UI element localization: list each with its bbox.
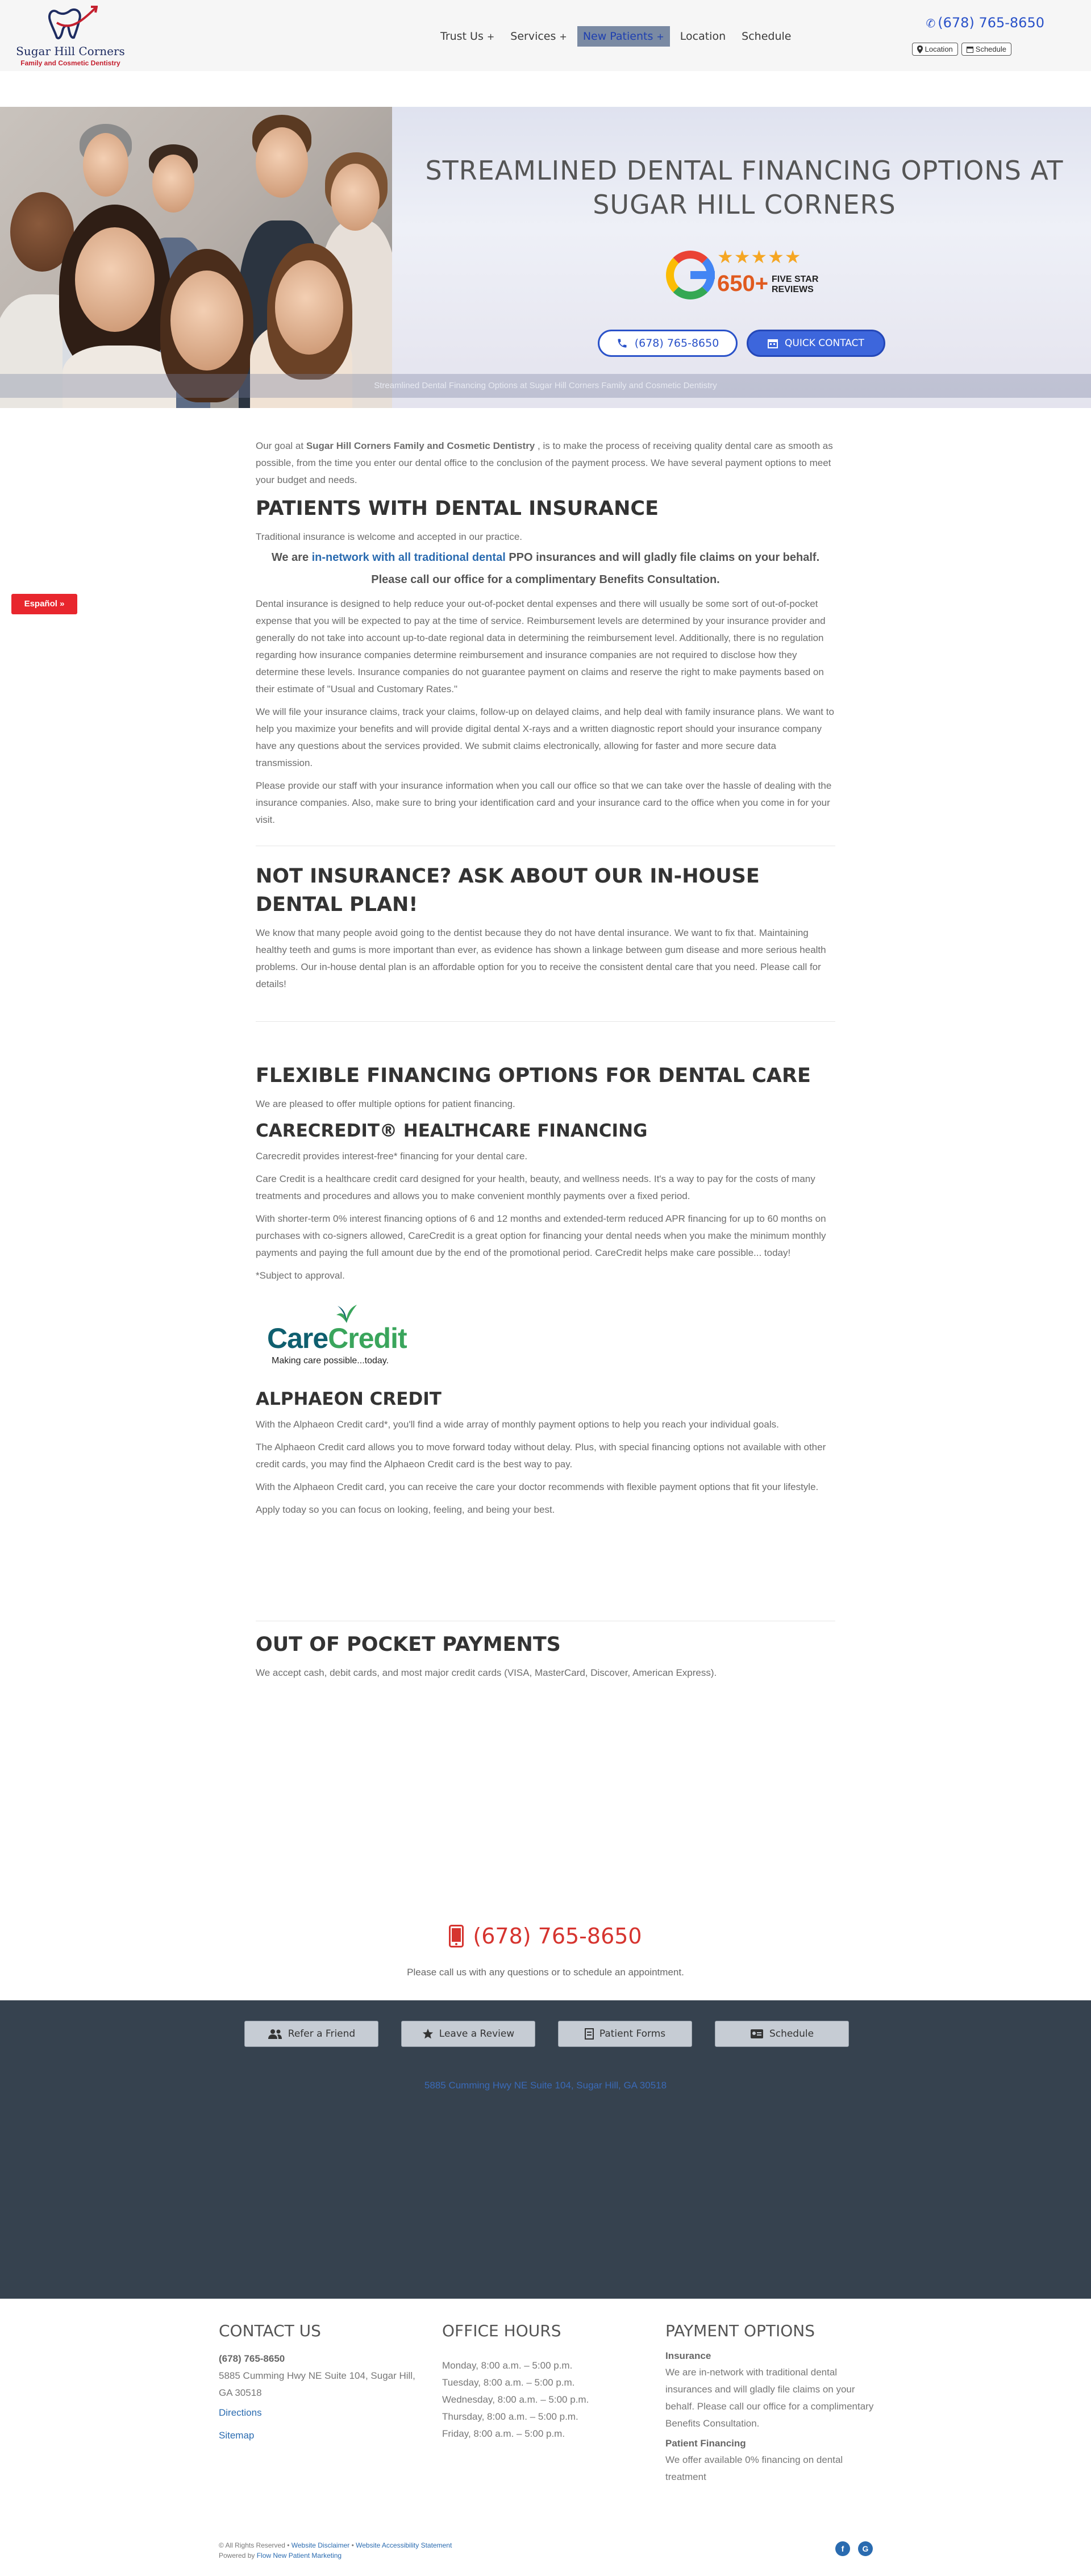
out-of-pocket-paragraph: We accept cash, debit cards, and most major credit cards (VISA, MasterCard, Discover, American Express). bbox=[256, 1667, 717, 1678]
calendar-icon bbox=[768, 338, 778, 348]
directions-link[interactable]: Directions bbox=[219, 2407, 262, 2418]
copyright-bar: © All Rights Reserved • Website Disclaimer • Website Accessibility Statement Powered by Flow New Patient Marketing bbox=[219, 2541, 452, 2560]
financing-summary: We offer available 0% financing on dental treatment bbox=[665, 2454, 843, 2482]
nav-label: Schedule bbox=[742, 30, 792, 43]
plus-icon: + bbox=[486, 31, 495, 42]
intro-paragraph: Our goal at Sugar Hill Corners Family and Cosmetic Dentistry , is to make the process of receiving quality dental care as smooth as possible, from the time you enter our dental office to the conclusion of the payment process. We have several payment options to meet your budget and needs. bbox=[256, 440, 833, 485]
cta-phone-link[interactable] bbox=[0, 1924, 1091, 1949]
quick-contact-label: QUICK CONTACT bbox=[785, 338, 864, 349]
in-network-statement: We are in-network with all traditional dental PPO insurances and will gladly file claims on your behalf. bbox=[271, 551, 820, 564]
hero-breadcrumb-strip: Streamlined Dental Financing Options at Sugar Hill Corners Family and Cosmetic Dentistry bbox=[0, 374, 1091, 398]
google-icon[interactable]: G bbox=[858, 2541, 873, 2556]
sitemap-link[interactable]: Sitemap bbox=[219, 2430, 255, 2441]
refer-a-friend-button[interactable] bbox=[244, 2021, 378, 2047]
carecredit-heading: CARECREDIT® HEALTHCARE FINANCING bbox=[256, 1121, 648, 1141]
quick-contact-button[interactable] bbox=[747, 330, 885, 357]
location-button-label: Location bbox=[925, 45, 953, 53]
five-star-rating: ★★★★★ bbox=[717, 247, 802, 267]
form-icon bbox=[585, 2028, 594, 2040]
nav-label: New Patients bbox=[582, 30, 653, 43]
carecredit-wordmark: CareCredit bbox=[267, 1322, 407, 1354]
espanol-language-button[interactable]: Español » bbox=[11, 594, 77, 614]
footer-action-band bbox=[0, 2000, 1091, 2299]
powered-by-link[interactable]: Flow New Patient Marketing bbox=[256, 2552, 342, 2560]
hero-title bbox=[398, 153, 1091, 222]
alphaeon-paragraph: With the Alphaeon Credit card*, you'll find a wide array of monthly payment options to help you reach your individual goals. bbox=[256, 1419, 779, 1430]
footer-address: 5885 Cumming Hwy NE Suite 104, Sugar Hill, GA 30518 bbox=[219, 2370, 415, 2398]
hero-phone-button[interactable] bbox=[598, 330, 738, 357]
cta-phone-number: (678) 765-8650 bbox=[473, 1924, 642, 1949]
footer-payment-heading: PAYMENT OPTIONS bbox=[665, 2321, 815, 2340]
footer-payment-column bbox=[665, 2321, 889, 2486]
carecredit-paragraph: Carecredit provides interest-free* financing for your dental care. bbox=[256, 1151, 528, 1162]
disclaimer-link[interactable]: Website Disclaimer bbox=[291, 2541, 350, 2549]
main-content bbox=[256, 438, 835, 1687]
inhouse-plan-paragraph: We know that many people avoid going to the dentist because they do not have dental insurance. We want to fix that. Maintaining healthy teeth and gums is more important than ever, as evidence has shown a linkage between gum disease and more serious health problems. Our in-house dental plan is an affordable option for you to receive the consistent dental care that you need. Please call for details! bbox=[256, 927, 826, 989]
hero-group-photo bbox=[0, 107, 392, 408]
hero-banner bbox=[0, 107, 1091, 408]
hours-row: Wednesday, 8:00 a.m. – 5:00 p.m. bbox=[442, 2394, 589, 2405]
section-divider bbox=[256, 1021, 835, 1022]
phone-icon bbox=[617, 338, 628, 349]
insurance-summary: We are in-network with traditional dental insurances and will gladly file claims on your behalf. Please call our office for a complimentary Benefits Consultation. bbox=[665, 2367, 874, 2429]
schedule-label: Schedule bbox=[769, 2028, 814, 2040]
footer-action-buttons bbox=[244, 2021, 849, 2047]
plus-icon: + bbox=[656, 31, 664, 42]
hero-title-line-2: SUGAR HILL CORNERS bbox=[593, 189, 896, 220]
alphaeon-paragraph: With the Alphaeon Credit card, you can receive the care your doctor recommends with flexible payment options that fit your lifestyle. bbox=[256, 1481, 819, 1492]
forms-label: Patient Forms bbox=[599, 2028, 666, 2040]
insurance-paragraph: Traditional insurance is welcome and accepted in our practice. bbox=[256, 531, 523, 542]
patient-forms-button[interactable] bbox=[558, 2021, 692, 2047]
star-icon bbox=[422, 2028, 434, 2040]
leave-a-review-button[interactable] bbox=[401, 2021, 535, 2047]
insurance-heading: PATIENTS WITH DENTAL INSURANCE bbox=[256, 497, 659, 520]
alphaeon-paragraph: The Alphaeon Credit card allows you to move forward today without delay. Plus, with special financing options not available with other credit cards, you may find the Alphaeon Credit card is the best way to pay. bbox=[256, 1442, 826, 1470]
hero-phone-label: (678) 765-8650 bbox=[634, 337, 719, 349]
site-logo[interactable] bbox=[11, 5, 131, 67]
nav-location[interactable] bbox=[674, 26, 731, 47]
call-to-action bbox=[0, 1924, 1091, 1978]
carecredit-disclaimer: *Subject to approval. bbox=[256, 1270, 345, 1281]
logo-tagline: Family and Cosmetic Dentistry bbox=[20, 59, 120, 67]
nav-label: Trust Us bbox=[440, 30, 484, 43]
footer-contact-heading: CONTACT US bbox=[219, 2321, 321, 2340]
main-nav bbox=[435, 25, 801, 48]
google-reviews-badge[interactable] bbox=[666, 246, 819, 303]
alphaeon-paragraph: Apply today so you can focus on looking, feeling, and being your best. bbox=[256, 1504, 555, 1515]
review-label: Leave a Review bbox=[439, 2028, 515, 2040]
out-of-pocket-heading: OUT OF POCKET PAYMENTS bbox=[256, 1633, 561, 1656]
site-header bbox=[0, 0, 1091, 71]
footer-hours-column bbox=[442, 2321, 665, 2486]
footer-hours-heading: OFFICE HOURS bbox=[442, 2321, 561, 2340]
insurance-paragraph: We will file your insurance claims, track your claims, follow-up on delayed claims, and help deal with family insurance plans. We want to help you maximize your benefits and will provide digital dental X-rays and a written diagnostic report should your insurance company have any questions about the services provided. We submit claims electronically, allowing for faster and more secure data transmission. bbox=[256, 706, 834, 768]
header-phone-number: (678) 765-8650 bbox=[938, 15, 1044, 31]
insurance-subheading: Insurance bbox=[665, 2350, 711, 2361]
alphaeon-heading: ALPHAEON CREDIT bbox=[256, 1389, 442, 1409]
cta-subtext: Please call us with any questions or to schedule an appointment. bbox=[407, 1967, 684, 1978]
footer-contact-column bbox=[219, 2321, 442, 2486]
id-card-icon bbox=[750, 2029, 764, 2039]
financing-heading: FLEXIBLE FINANCING OPTIONS FOR DENTAL CARE bbox=[256, 1064, 811, 1087]
header-quick-buttons bbox=[912, 43, 1011, 56]
nav-label: Location bbox=[680, 30, 726, 43]
header-phone-link[interactable] bbox=[926, 15, 1044, 31]
calendar-icon bbox=[967, 46, 973, 53]
benefits-consultation-statement: Please call our office for a complimentary Benefits Consultation. bbox=[371, 573, 720, 586]
review-count: 650+ bbox=[717, 271, 769, 296]
carecredit-logo[interactable] bbox=[267, 1301, 438, 1370]
practice-name: Sugar Hill Corners Family and Cosmetic Dentistry bbox=[306, 440, 535, 451]
leaf-icon bbox=[335, 1304, 358, 1324]
footer-schedule-button[interactable] bbox=[715, 2021, 849, 2047]
in-network-link[interactable]: in-network with all traditional dental bbox=[311, 551, 506, 564]
nav-new-patients[interactable] bbox=[577, 26, 670, 47]
users-icon bbox=[268, 2029, 282, 2039]
carecredit-paragraph: With shorter-term 0% interest financing options of 6 and 12 months and extended-term reduced APR financing for up to 60 months on purchases with co-signers allowed, CareCredit is a great option for financing your dental needs when you make the minimum monthly payments and paying the full amount due by the end of the promotional period. CareCredit helps make care possible... today! bbox=[256, 1213, 826, 1258]
phone-icon: ✆ bbox=[926, 16, 936, 30]
nav-label: Services bbox=[510, 30, 556, 43]
logo-name: Sugar Hill Corners bbox=[16, 44, 125, 58]
hours-row: Tuesday, 8:00 a.m. – 5:00 p.m. bbox=[442, 2377, 575, 2388]
location-button[interactable] bbox=[912, 43, 958, 56]
nav-schedule[interactable] bbox=[736, 26, 797, 47]
hours-row: Thursday, 8:00 a.m. – 5:00 p.m. bbox=[442, 2411, 578, 2422]
hours-row: Friday, 8:00 a.m. – 5:00 p.m. bbox=[442, 2428, 565, 2439]
hero-title-line-1: STREAMLINED DENTAL FINANCING OPTIONS AT bbox=[425, 155, 1064, 186]
carecredit-tagline: Making care possible...today. bbox=[272, 1356, 389, 1366]
hours-row: Monday, 8:00 a.m. – 5:00 p.m. bbox=[442, 2360, 573, 2371]
financing-paragraph: We are pleased to offer multiple options for patient financing. bbox=[256, 1098, 515, 1109]
tooth-logo-icon bbox=[47, 6, 98, 41]
site-footer bbox=[219, 2321, 889, 2486]
financing-subheading: Patient Financing bbox=[665, 2438, 746, 2449]
nav-services[interactable] bbox=[505, 26, 573, 47]
map-pin-icon bbox=[917, 45, 923, 53]
plus-icon: + bbox=[559, 31, 567, 42]
schedule-button[interactable] bbox=[961, 43, 1011, 56]
insurance-paragraph: Please provide our staff with your insurance information when you call our office so that we can take over the hassle of dealing with the insurance companies. Also, make sure to bring your identification card and your insurance card to the office when you come in for your visit. bbox=[256, 780, 832, 825]
facebook-icon[interactable]: f bbox=[835, 2541, 850, 2556]
nav-trust-us[interactable] bbox=[435, 26, 500, 47]
footer-phone[interactable]: (678) 765-8650 bbox=[219, 2353, 285, 2364]
accessibility-link[interactable]: Website Accessibility Statement bbox=[356, 2541, 452, 2549]
insurance-paragraph: Dental insurance is designed to help reduce your out-of-pocket dental expenses and there will usually be some sort of out-of-pocket expense that you will be expected to pay at the time of service. Reimbursement levels are determined by your insurance provider and generally do not take into account up-to-date regional data in determining the reimbursement level. Additionally, there is no regulation regarding how insurance companies determine reimbursement and insurance companies are not required to disclose how they determine these levels. Insurance companies do not guarantee payment on claims and reserve the right to make payments based on their estimate of "Usual and Customary Rates." bbox=[256, 598, 826, 694]
refer-label: Refer a Friend bbox=[288, 2028, 356, 2040]
footer-address-link[interactable]: 5885 Cumming Hwy NE Suite 104, Sugar Hill, GA 30518 bbox=[424, 2080, 667, 2091]
social-links bbox=[835, 2541, 873, 2556]
carecredit-paragraph: Care Credit is a healthcare credit card designed for your health, beauty, and wellness needs. It's a way to pay for the costs of many treatments and procedures and allows you to make convenient monthly payments over a fixed period. bbox=[256, 1173, 815, 1201]
inhouse-plan-heading: NOT INSURANCE? ASK ABOUT OUR IN-HOUSE DENTAL PLAN! bbox=[256, 865, 760, 916]
schedule-button-label: Schedule bbox=[975, 45, 1006, 53]
mobile-phone-icon bbox=[449, 1925, 464, 1947]
review-label: FIVE STAR REVIEWS bbox=[772, 274, 819, 294]
